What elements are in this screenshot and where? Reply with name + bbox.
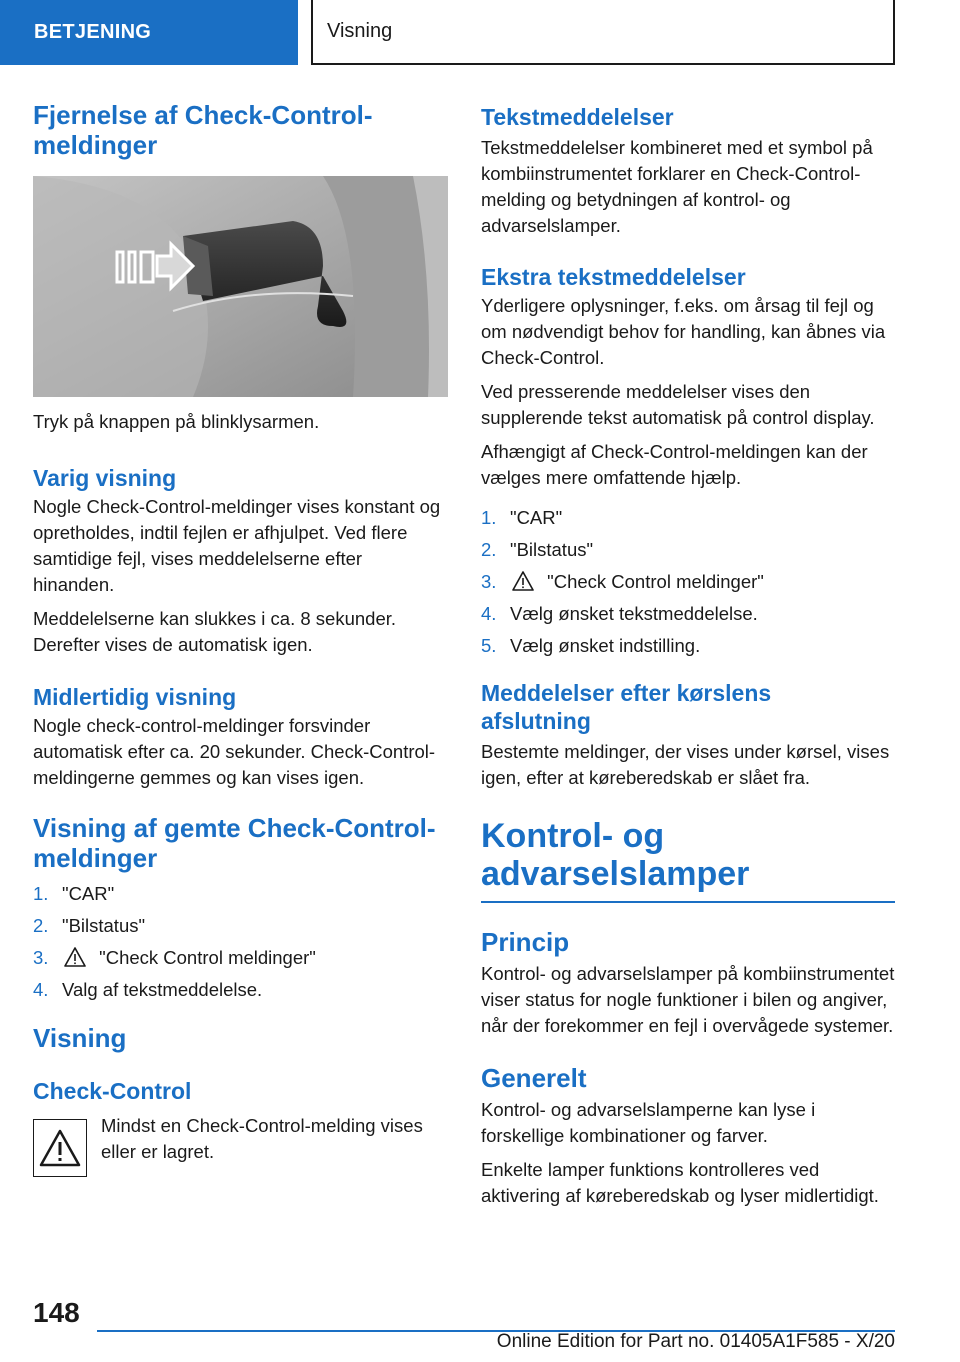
list-item: 4. Vælg ønsket tekstmeddelelse.: [481, 603, 758, 624]
left-column: [33, 100, 448, 1177]
list-item: 1. "CAR": [481, 507, 563, 528]
list-item: 4. Valg af tekstmeddelelse.: [33, 979, 263, 1000]
list-item: 1. "CAR": [33, 883, 115, 904]
text-permanent-1: Nogle Check-Control-meldinger vises konstant og opretholdes, indtil fejlen er afhjulpet. Ved flere samtidige fejl, vises meddelelserne efter hinanden.: [33, 496, 441, 595]
heading-general: Generelt: [481, 1063, 587, 1093]
heading-lamps: Kontrol- og advarselslamper: [481, 817, 750, 893]
header-title: Visning: [327, 20, 393, 42]
right-column: [481, 100, 895, 1209]
list-item: 3. "Check Control meldinger": [33, 947, 316, 968]
heading-extra: Ekstra tekstmeddelelser: [481, 264, 746, 290]
figure-caption: Tryk på knappen på blinklysarmen.: [33, 411, 320, 432]
text-after: Bestemte meldinger, der vises under kørsel, vises igen, efter at køreberedskab er slået fra.: [481, 741, 890, 788]
text-extra-3: Afhængigt af Check-Control-meldingen kan der vælges mere omfattende hjælp.: [481, 441, 868, 488]
stored-steps-list: [33, 881, 448, 1003]
textmsg-steps-list: [481, 505, 895, 659]
text-principle: Kontrol- og advarselslamper på kombiinstrumentet viser status for nogle funktioner i bilen og angiver, når der forekommer en fejl i overvågede systemer.: [481, 963, 895, 1036]
heading-removal: Fjernelse af Check-Control-meldinger: [33, 100, 373, 160]
check-control-warning-icon: [33, 1119, 87, 1177]
header-title-box: [311, 0, 895, 65]
stalk-illustration-svg: [33, 176, 448, 397]
text-general-2: Enkelte lamper funktions kontrolleres ved aktivering af køreberedskab og lyser midlertidigt.: [481, 1159, 879, 1206]
heading-principle: Princip: [481, 927, 570, 957]
heading-after: Meddelelser efter kørslens afslutning: [481, 680, 772, 734]
text-checkcontrol: Mindst en Check-Control-melding vises eller er lagret.: [101, 1115, 423, 1162]
section-tab: [0, 0, 298, 65]
text-permanent-2: Meddelelserne kan slukkes i ca. 8 sekunder. Derefter vises de automatisk igen.: [33, 608, 397, 655]
text-extra-2: Ved presserende meddelelser vises den supplerende tekst automatisk på control display.: [481, 381, 875, 428]
section-label: BETJENING: [34, 21, 152, 43]
warning-triangle-icon: [512, 571, 534, 591]
heading-permanent: Varig visning: [33, 465, 177, 491]
list-item: 5. Vælg ønsket indstilling.: [481, 635, 701, 656]
heading-checkcontrol: Check-Control: [33, 1078, 192, 1104]
list-item: 3. "Check Control meldinger": [481, 571, 764, 592]
checkcontrol-row: [33, 1113, 448, 1177]
text-temporary: Nogle check-control-meldinger forsvinder automatisk efter ca. 20 sekunder. Check-Control-meldingerne gemmes og kan vises igen.: [33, 715, 436, 788]
text-general-1: Kontrol- og advarselslamperne kan lyse i forskellige kombinationer og farver.: [481, 1099, 816, 1146]
footer-edition: Online Edition for Part no. 01405A1F585 - X/20: [496, 1331, 895, 1352]
warning-triangle-icon: [64, 947, 86, 967]
list-item: 2. "Bilstatus": [33, 915, 146, 936]
heading-rule: [481, 901, 895, 903]
heading-display: Visning: [33, 1023, 127, 1053]
heading-temporary: Midlertidig visning: [33, 684, 237, 710]
stalk-button-illustration: [33, 176, 448, 397]
text-extra-1: Yderligere oplysninger, f.eks. om årsag til fejl og om nødvendigt behov for handling, kan åbnes via Check-Control.: [481, 295, 886, 368]
list-item: 2. "Bilstatus": [481, 539, 594, 560]
heading-textmsg: Tekstmeddelelser: [481, 104, 674, 130]
page-number: 148: [33, 1297, 80, 1328]
heading-stored: Visning af gemte Check-Control-meldinger: [33, 813, 436, 873]
text-textmsg: Tekstmeddelelser kombineret med et symbol på kombiinstrumentet forklarer en Check-Control-melding og betydningen af kontrol- og advarselslamper.: [481, 137, 873, 236]
